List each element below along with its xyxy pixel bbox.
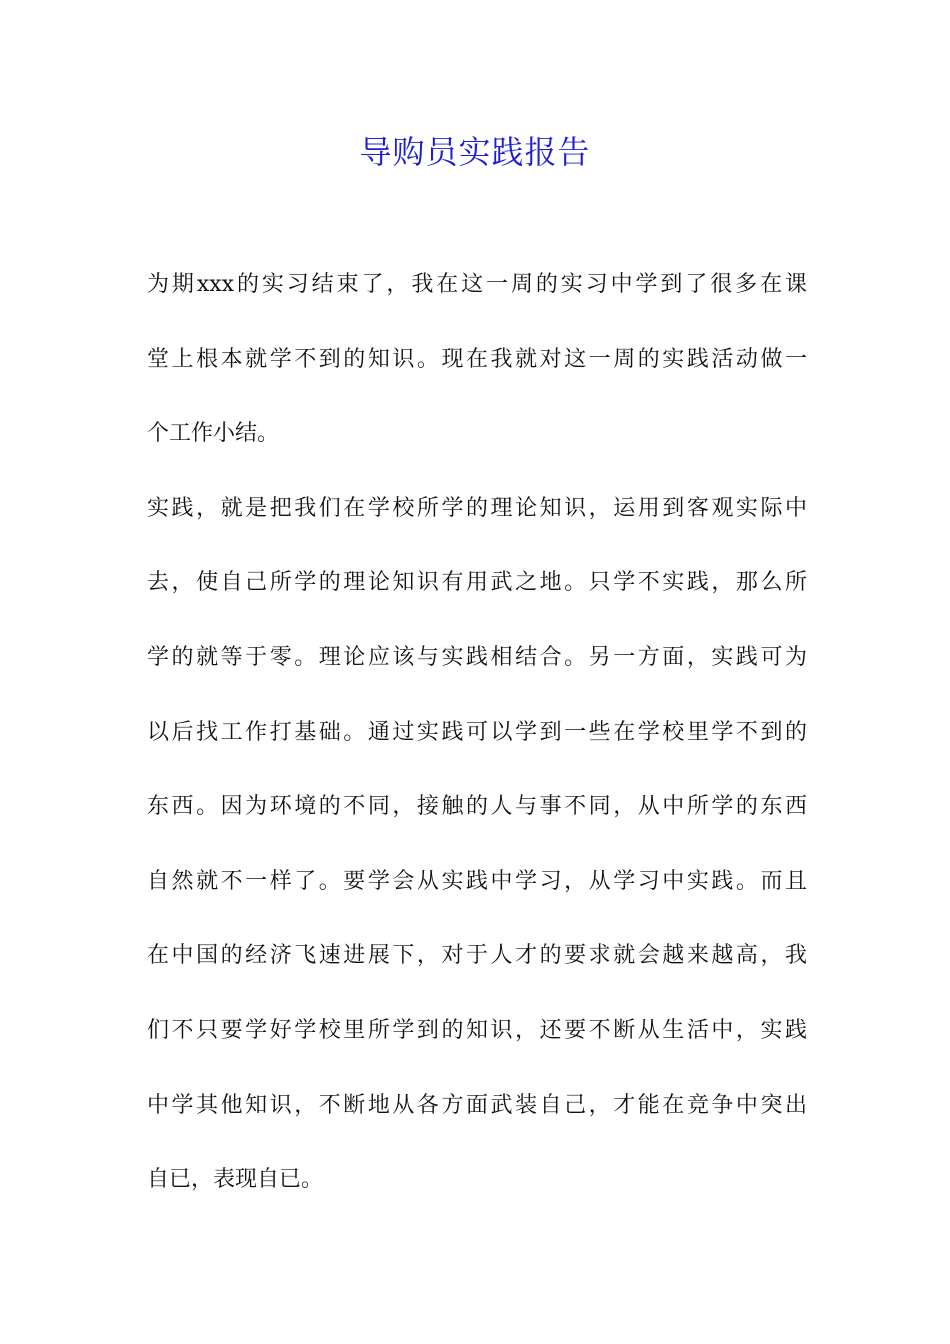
- paragraph-1-line-1: 为期xxx的实习结束了，我在这一周的实习中学到了很多在课: [147, 272, 807, 297]
- document-body: [147, 262, 807, 1232]
- paragraph-2-line-9: 中学其他知识，不断地从各方面武装自己，才能在竞争中突出: [147, 1092, 807, 1118]
- paragraph-2-line-5: 东西。因为环境的不同，接触的人与事不同，从中所学的东西: [147, 794, 807, 820]
- paragraph-1-line-2: 堂上根本就学不到的知识。现在我就对这一周的实践活动做一: [147, 346, 807, 372]
- paragraph-2-line-10: 自已，表现自已。: [147, 1167, 324, 1193]
- paragraph-2-line-6: 自然就不一样了。要学会从实践中学习，从学习中实践。而且: [147, 868, 807, 894]
- paragraph-2-line-8: 们不只要学好学校里所学到的知识，还要不断从生活中，实践: [147, 1017, 807, 1043]
- paragraph-2-line-1: 实践，就是把我们在学校所学的理论知识，运用到客观实际中: [147, 495, 807, 521]
- paragraph-2-line-7: 在中国的经济飞速进展下，对于人才的要求就会越来越高，我: [147, 943, 807, 969]
- paragraph-2-line-4: 以后找工作打基础。通过实践可以学到一些在学校里学不到的: [147, 719, 807, 745]
- document-title: 导购员实践报告: [359, 133, 591, 171]
- paragraph-2-line-2: 去，使自己所学的理论知识有用武之地。只学不实践，那么所: [147, 570, 807, 596]
- paragraph-1-line-3: 个工作小结。: [147, 421, 280, 447]
- paragraph-2-line-3: 学的就等于零。理论应该与实践相结合。另一方面，实践可为: [147, 644, 807, 670]
